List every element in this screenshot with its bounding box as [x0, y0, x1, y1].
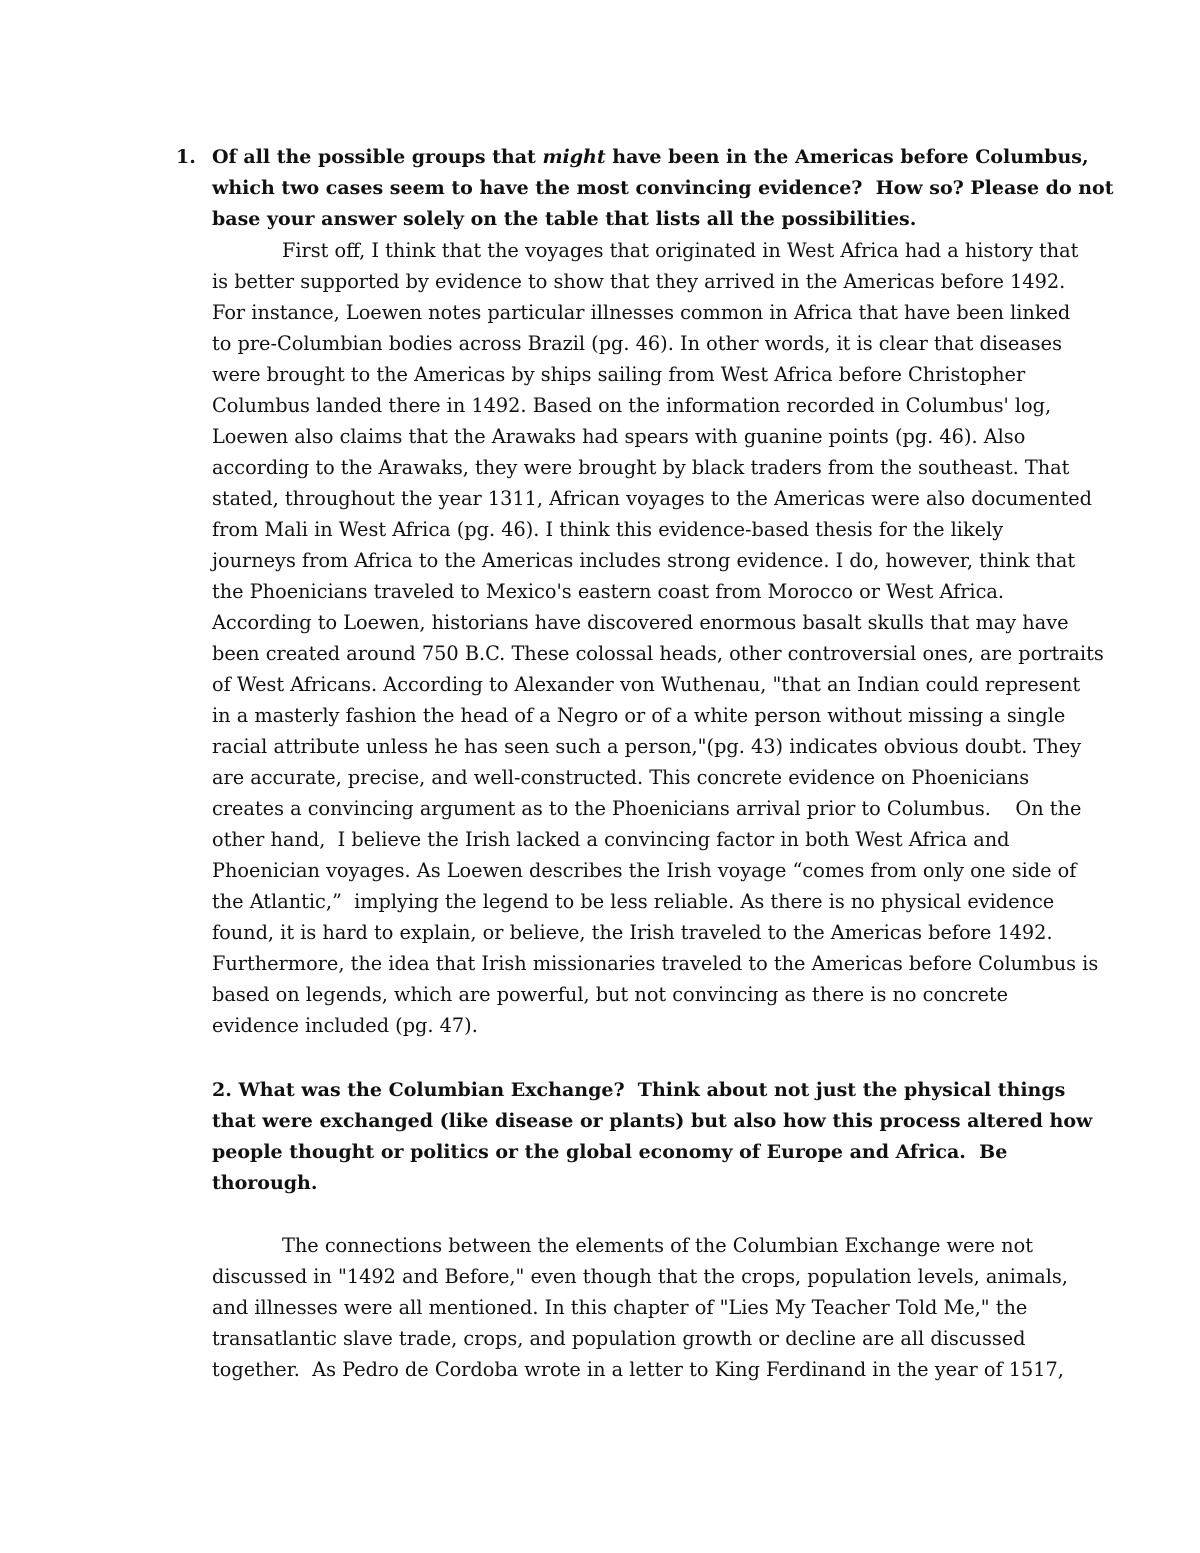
answer-line: Phoenician voyages. As Loewen describes the Irish voyage “comes from only one side of [212, 859, 1077, 882]
answer-line: were brought to the Americas by ships sailing from West Africa before Christopher [212, 363, 1026, 386]
answer-line: transatlantic slave trade, crops, and population growth or decline are all discussed [212, 1327, 1026, 1350]
answer-line: of West Africans. According to Alexander von Wuthenau, "that an Indian could represent [212, 673, 1081, 696]
question-2-heading [212, 1075, 1092, 1199]
answer-line: to pre-Columbian bodies across Brazil (pg. 46). In other words, it is clear that diseases [212, 332, 1062, 355]
answer-line: and illnesses were all mentioned. In this chapter of "Lies My Teacher Told Me," the [212, 1296, 1028, 1319]
question-2-heading-line: that were exchanged (like disease or plants) but also how this process altered how [212, 1110, 1093, 1132]
heading-text: Of all the possible groups that [212, 146, 543, 168]
answer-line: are accurate, precise, and well-constructed. This concrete evidence on Phoenicians [212, 766, 1030, 789]
question-1-heading-line: which two cases seem to have the most convincing evidence? How so? Please do not [212, 177, 1114, 199]
answer-line: For instance, Loewen notes particular illnesses common in Africa that have been linked [212, 301, 1071, 324]
answer-line: the Atlantic,” implying the legend to be less reliable. As there is no physical evidence [212, 890, 1055, 913]
emphasized-word: might [542, 146, 606, 168]
answer-line: According to Loewen, historians have discovered enormous basalt skulls that may have [212, 611, 1069, 634]
question-1-heading-line [212, 142, 1114, 173]
answer-line: been created around 750 B.C. These colossal heads, other controversial ones, are portraits [212, 642, 1104, 665]
answer-line: according to the Arawaks, they were brought by black traders from the southeast. That [212, 456, 1070, 479]
answer-line: creates a convincing argument as to the Phoenicians arrival prior to Columbus. On the [212, 797, 1082, 820]
question-2-heading-line: thorough. [212, 1172, 318, 1194]
answer-line: journeys from Africa to the Americas includes strong evidence. I do, however, think that [212, 549, 1076, 572]
answer-line: other hand, I believe the Irish lacked a convincing factor in both West Africa and [212, 828, 1010, 851]
question-1-number: 1. [176, 146, 196, 168]
answer-line: the Phoenicians traveled to Mexico's eastern coast from Morocco or West Africa. [212, 580, 1005, 603]
answer-line: evidence included (pg. 47). [212, 1014, 478, 1037]
answer-line: First off, I think that the voyages that originated in West Africa had a history that [282, 239, 1079, 262]
answer-line: together. As Pedro de Cordoba wrote in a letter to King Ferdinand in the year of 1517, [212, 1358, 1064, 1381]
answer-line: Columbus landed there in 1492. Based on the information recorded in Columbus' log, [212, 394, 1052, 417]
answer-line: based on legends, which are powerful, but not convincing as there is no concrete [212, 983, 1009, 1006]
answer-line: discussed in "1492 and Before," even though that the crops, population levels, animals, [212, 1265, 1068, 1288]
question-2-heading-line: 2. What was the Columbian Exchange? Think about not just the physical things [212, 1079, 1066, 1101]
answer-line: found, it is hard to explain, or believe, the Irish traveled to the Americas before 1492. [212, 921, 1053, 944]
answer-line: from Mali in West Africa (pg. 46). I think this evidence-based thesis for the likely [212, 518, 1004, 541]
question-1-heading-line: base your answer solely on the table that lists all the possibilities. [212, 208, 917, 230]
question-1-answer [212, 235, 1104, 1041]
answer-line: is better supported by evidence to show that they arrived in the Americas before 1492. [212, 270, 1066, 293]
question-2-heading-line: people thought or politics or the global economy of Europe and Africa. Be [212, 1141, 1008, 1163]
answer-line: Loewen also claims that the Arawaks had spears with guanine points (pg. 46). Also [212, 425, 1026, 448]
answer-line: Furthermore, the idea that Irish missionaries traveled to the Americas before Columbus is [212, 952, 1099, 975]
question-1-heading-lines [212, 142, 1114, 235]
heading-text: have been in the Americas before Columbus, [605, 146, 1089, 168]
answer-line: stated, throughout the year 1311, African voyages to the Americas were also documented [212, 487, 1093, 510]
answer-line: The connections between the elements of the Columbian Exchange were not [282, 1234, 1033, 1257]
answer-line: in a masterly fashion the head of a Negro or of a white person without missing a single [212, 704, 1066, 727]
question-2-answer [212, 1230, 1092, 1385]
answer-line: racial attribute unless he has seen such a person,"(pg. 43) indicates obvious doubt. They [212, 735, 1082, 758]
